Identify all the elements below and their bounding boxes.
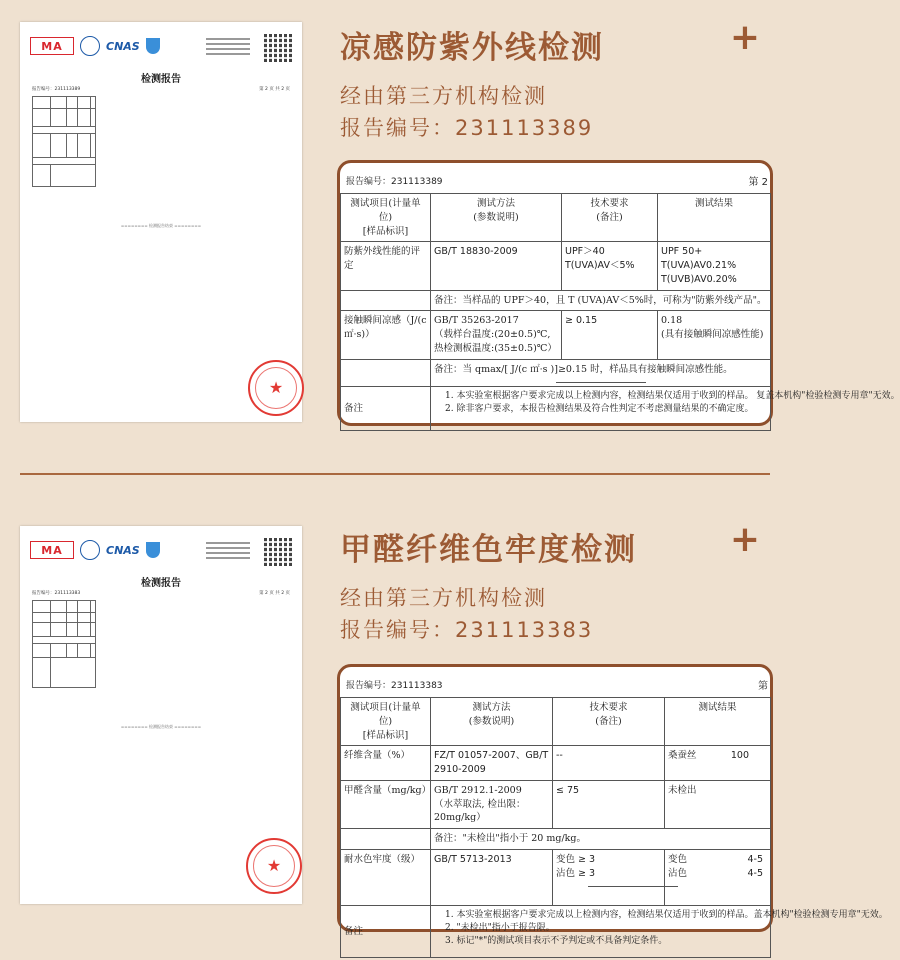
table-row [341, 311, 771, 359]
result-name: 变色 [668, 853, 688, 865]
cnas-logo-icon: CNAS [106, 543, 140, 557]
table-header-row [341, 698, 771, 746]
remark-line: 1. 本实验室根据客户要求完成以上检测内容，检测结果仅适用于收到的样品。盖本机构"检验检测专用章"无效。 [445, 909, 888, 920]
table-row [341, 849, 771, 905]
cell-item: 防紫外线性能的评定 [341, 242, 431, 290]
cell-result: 未检出 [665, 780, 771, 828]
section-heading: 凉感防紫外线检测 [340, 30, 604, 66]
zoom-table [340, 193, 900, 431]
cell-item: 耐水色牢度（级） [341, 849, 431, 905]
end-rule [556, 382, 646, 383]
ilac-logo-icon [80, 540, 100, 560]
thumb-report-no: 报告编号：231113389 [32, 87, 81, 92]
report-number: 报告编号：231113389 [340, 116, 594, 140]
section-divider [20, 473, 770, 475]
report-thumbnail[interactable] [20, 526, 302, 904]
remark-line: 3. 标记"*"的测试项目表示不予判定或不具备判定条件。 [445, 935, 668, 946]
official-seal-icon: ★ [246, 838, 302, 894]
remark-line: 2. "未检出"指小于报告限。 [445, 922, 555, 933]
header-item: 测试项目(计量单位) [样品标识] [341, 194, 431, 242]
cell-requirement: ≤ 75 [553, 780, 665, 828]
header-result: 测试结果 [658, 194, 771, 242]
cell-result [665, 849, 771, 905]
table-row [341, 905, 771, 957]
header-method: 测试方法 (参数说明) [431, 698, 553, 746]
cell-item: 纤维含量（%） [341, 746, 431, 781]
zoom-header [340, 163, 770, 193]
section-uv-cooling [0, 0, 900, 476]
cell-remark-label: 备注 [341, 387, 431, 431]
result-value: 4-5 [747, 867, 763, 879]
remark-line: 1. 本实验室根据客户要求完成以上检测内容，检测结果仅适用于收到的样品。 复盖本机构"检验检测专用章"无效。 [445, 391, 900, 402]
note-row [341, 829, 771, 850]
zoom-report-no: 报告编号：231113383 [346, 681, 443, 691]
report-zoom-card [337, 160, 900, 426]
third-party-note: 经由第三方机构检测 [340, 84, 547, 108]
zoom-page: 第 [758, 681, 768, 692]
cell-requirement [553, 849, 665, 905]
shield-logo-icon [146, 38, 160, 54]
result-value: 100 [730, 750, 749, 762]
req-line: 沾色 ≥ 3 [556, 867, 596, 879]
cma-logo-icon: MA [30, 541, 74, 559]
cell-note: 备注："未检出"指小于 20 mg/kg。 [431, 829, 771, 850]
cell-item: 接触瞬间凉感（J/(c㎡·s)） [341, 311, 431, 359]
table-row [341, 242, 771, 290]
qr-code-icon [264, 34, 292, 62]
cell-result: 0.18 (具有接触瞬间凉感性能) [658, 311, 771, 359]
table-header-row [341, 194, 771, 242]
thumb-page: 第 2 页 共 2 页 [259, 87, 290, 92]
section-formaldehyde-fiber [0, 480, 888, 960]
report-thumbnail[interactable] [20, 22, 302, 422]
table-row [341, 746, 771, 781]
cell-result: UPF 50+ T(UVA)AV0.21% T(UVB)AV0.20% [658, 242, 771, 290]
lab-info-lines [206, 38, 250, 58]
cell-method: GB/T 35263-2017 （载样台温度:(20±0.5)℃,热检测板温度:(35±0.5)℃） [431, 311, 562, 359]
cell-requirement: ≥ 0.15 [562, 311, 658, 359]
shield-logo-icon [146, 542, 160, 558]
cell-result [665, 746, 771, 781]
table-row [341, 387, 771, 431]
ilac-logo-icon [80, 36, 100, 56]
certification-logos [30, 36, 160, 56]
cell-note: 备注：当样品的 UPF＞40，且 T (UVA)AV＜5%时，可称为"防紫外线产品"。 [431, 290, 771, 311]
section-heading: 甲醛纤维色牢度检测 [340, 532, 637, 568]
cnas-logo-icon: CNAS [106, 39, 140, 53]
qr-code-icon [264, 538, 292, 566]
thumb-report-no: 报告编号：231113383 [32, 591, 81, 596]
header-requirement: 技术要求 (备注) [562, 194, 658, 242]
cell-remarks [431, 905, 888, 957]
thumb-meta [32, 86, 290, 92]
note-row [341, 359, 771, 387]
header-method: 测试方法 (参数说明) [431, 194, 562, 242]
expand-plus-icon[interactable]: + [729, 17, 760, 58]
thumb-table [32, 96, 96, 187]
zoom-report-no: 报告编号：231113389 [346, 177, 443, 187]
header-requirement: 技术要求 (备注) [553, 698, 665, 746]
report-number: 报告编号：231113383 [340, 618, 594, 642]
cell-remark-label: 备注 [341, 905, 431, 957]
end-rule [588, 886, 678, 887]
report-zoom-card [337, 664, 888, 946]
cell-requirement: -- [553, 746, 665, 781]
table-row [341, 780, 771, 828]
official-seal-icon: ★ [248, 360, 304, 416]
zoom-table [340, 697, 888, 958]
cma-logo-icon: MA [30, 37, 74, 55]
thumb-end-mark: ======== 检测报告结束 ======== [120, 724, 202, 729]
cell-method: GB/T 5713-2013 [431, 849, 553, 905]
thumb-title: 检测报告 [141, 578, 181, 589]
thumb-title: 检测报告 [141, 74, 181, 85]
note-text: 备注：当 qmax/[ J/(c ㎡·s )]≥0.15 时，样品具有接触瞬间凉感性能。 [434, 363, 733, 375]
zoom-page: 第 2 [748, 177, 768, 188]
header-item: 测试项目(计量单位) [样品标识] [341, 698, 431, 746]
thumb-page: 第 2 页 共 2 页 [259, 591, 290, 596]
cell-method: GB/T 2912.1-2009 （水萃取法, 检出限：20mg/kg） [431, 780, 553, 828]
cell-note [431, 359, 771, 387]
result-name: 桑蚕丝 [668, 750, 697, 762]
note-row [341, 290, 771, 311]
lab-info-lines [206, 542, 250, 562]
thumb-end-mark: ======== 检测报告结束 ======== [120, 223, 202, 228]
zoom-header [340, 667, 770, 697]
cell-remarks [431, 387, 900, 431]
cell-method: GB/T 18830-2009 [431, 242, 562, 290]
remark-line: 2. 除非客户要求，本报告检测结果及符合性判定不考虑测量结果的不确定度。 [445, 404, 754, 415]
certification-logos [30, 540, 160, 560]
req-line: 变色 ≥ 3 [556, 853, 596, 865]
third-party-note: 经由第三方机构检测 [340, 586, 547, 610]
thumb-meta [32, 590, 290, 596]
header-result: 测试结果 [665, 698, 771, 746]
result-value: 4-5 [747, 853, 763, 865]
expand-plus-icon[interactable]: + [729, 519, 760, 560]
result-name: 沾色 [668, 867, 688, 879]
cell-method: FZ/T 01057-2007、GB/T 2910-2009 [431, 746, 553, 781]
cell-requirement: UPF＞40 T(UVA)AV＜5% [562, 242, 658, 290]
cell-item: 甲醛含量（mg/kg） [341, 780, 431, 828]
thumb-table [32, 600, 96, 688]
